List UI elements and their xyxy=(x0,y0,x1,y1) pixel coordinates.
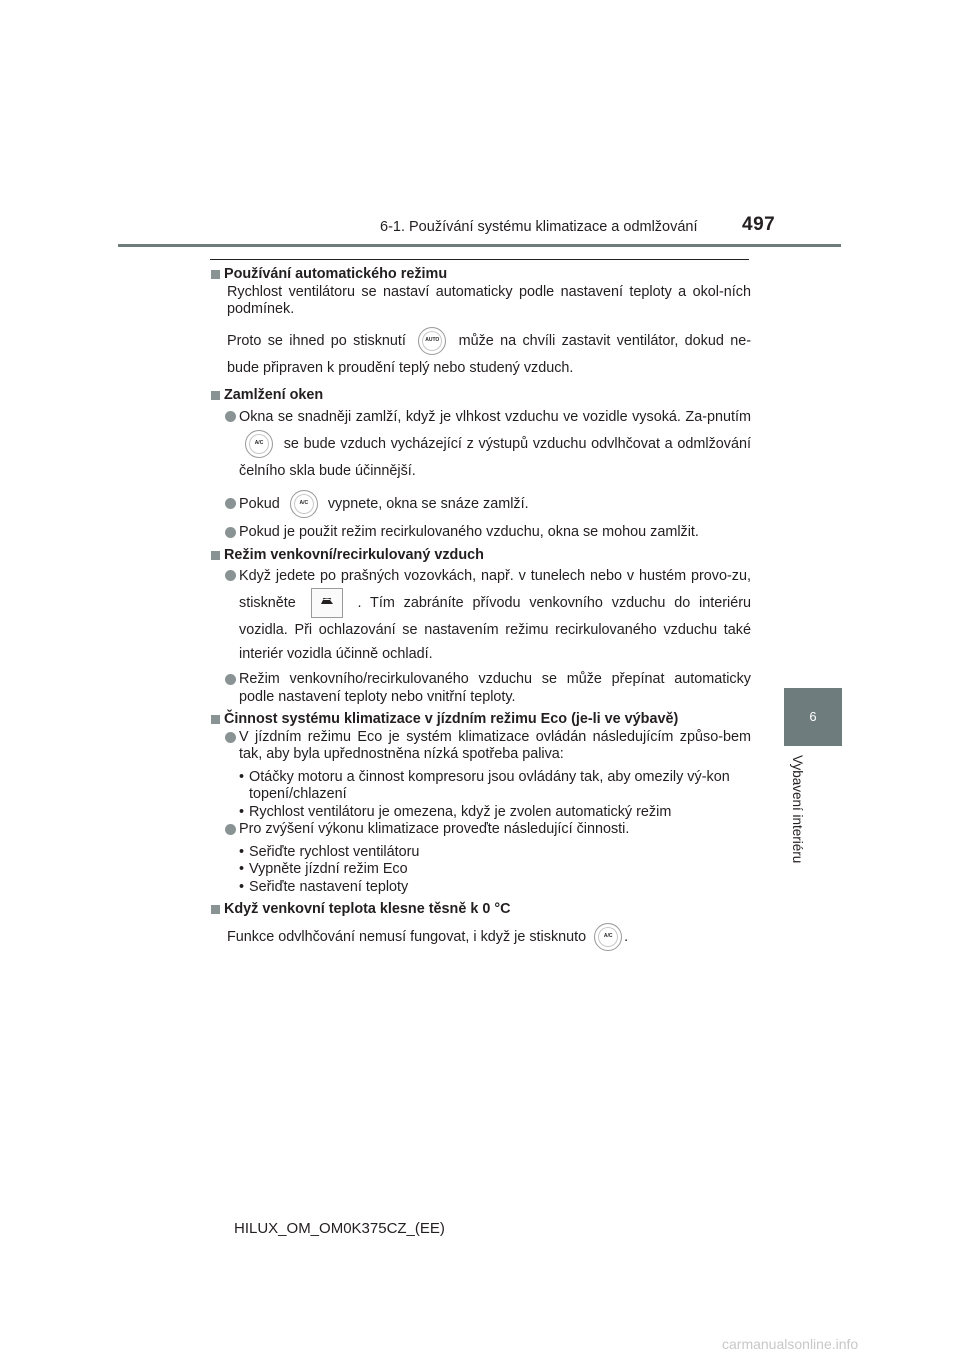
ac-button-icon: A/C xyxy=(245,430,273,458)
header-rule xyxy=(118,244,841,247)
eco-item-1: V jízdním režimu Eco je systém klimatizace ovládán následujícím způso-bem tak, aby byla upřednostněna nízká spotřeba paliva: xyxy=(211,729,751,764)
chapter-tab xyxy=(784,688,842,746)
recirculation-button-icon xyxy=(311,588,343,618)
chapter-number: 6 xyxy=(809,709,817,724)
heading-cold-temperature: Když venkovní teplota klesne těsně k 0 °C xyxy=(211,901,751,919)
ac-button-icon: A/C xyxy=(290,490,318,518)
fogging-item-3: Pokud je použit režim recirkulovaného vzduchu, okna se mohou zamlžit. xyxy=(211,524,751,542)
fogging-item-1: Okna se snadněji zamlží, když je vlhkost vzduchu ve vozidle vysoká. Za-pnutím A/C se bude vzduch vycházející z výstupů vzduchu odvlhčovat a odmlžování čelního skla bude účinnější. xyxy=(211,404,751,484)
heading-auto-mode: Používání automatického režimu xyxy=(211,266,751,284)
eco-item-2: Pro zvýšení výkonu klimatizace proveďte následující činnosti. xyxy=(211,821,751,839)
heading-marker-icon xyxy=(211,551,220,560)
recirc-item-1: Když jedete po prašných vozovkách, např. v tunelech nebo v hustém provo-zu, stiskněte . Tím zabráníte přívodu venkovního vzduchu do interiéru vozidla. Při ochlazování se nastavením režimu recirkulovaného vzduchu také interiér vozidla účinně ochladí. xyxy=(211,564,751,666)
content-rule xyxy=(210,259,749,260)
bullet-icon xyxy=(225,411,236,422)
chapter-label: Vybavení interiéru xyxy=(790,755,805,864)
eco-sub-item: • Vypněte jízdní režim Eco xyxy=(239,861,408,878)
cold-text: Funkce odvlhčování nemusí fungovat, i když je stisknuto A/C . xyxy=(227,923,751,951)
page-number: 497 xyxy=(742,214,776,235)
heading-marker-icon xyxy=(211,715,220,724)
recirc-item-2: Režim venkovního/recirkulovaného vzduchu se může přepínat automaticky podle nastavení teploty nebo vnitřní teploty. xyxy=(211,671,751,706)
eco-sub-item: • Rychlost ventilátoru je omezena, když je zvolen automatický režim xyxy=(239,803,672,820)
eco-sub-item: • Seřiďte nastavení teploty xyxy=(239,878,409,895)
bullet-icon xyxy=(225,498,236,509)
heading-recirculation: Režim venkovní/recirkulovaný vzduch xyxy=(211,547,751,565)
eco-sub-item: • Seřiďte rychlost ventilátoru xyxy=(239,843,420,860)
bullet-icon xyxy=(225,732,236,743)
section-title: 6-1. Používání systému klimatizace a odmlžování xyxy=(380,219,698,235)
bullet-icon xyxy=(225,570,236,581)
auto-button-icon: AUTO xyxy=(418,327,446,355)
bullet-icon xyxy=(225,527,236,538)
ac-button-icon: A/C xyxy=(594,923,622,951)
document-code: HILUX_OM_OM0K375CZ_(EE) xyxy=(234,1220,445,1237)
fogging-item-2: Pokud A/C vypnete, okna se snáze zamlží. xyxy=(211,490,751,518)
bullet-icon xyxy=(225,824,236,835)
eco-sub-item: • Otáčky motoru a činnost kompresoru jsou ovládány tak, aby omezily vý-kon topení/chlazení xyxy=(239,768,730,803)
auto-mode-text-2: Proto se ihned po stisknutí AUTO může na chvíli zastavit ventilátor, dokud ne-bude připraven k proudění teplý nebo studený vzduch. xyxy=(227,327,751,381)
page-content xyxy=(211,266,751,951)
heading-marker-icon xyxy=(211,905,220,914)
heading-fogging: Zamlžení oken xyxy=(211,387,751,405)
watermark: carmanualsonline.info xyxy=(722,1336,859,1352)
car-recirculation-icon xyxy=(320,598,334,606)
auto-mode-text-1: Rychlost ventilátoru se nastaví automaticky podle nastavení teploty a okol-ních podmínek. xyxy=(227,283,751,317)
heading-eco-mode: Činnost systému klimatizace v jízdním režimu Eco (je-li ve výbavě) xyxy=(211,711,751,729)
heading-marker-icon xyxy=(211,391,220,400)
heading-marker-icon xyxy=(211,270,220,279)
bullet-icon xyxy=(225,674,236,685)
